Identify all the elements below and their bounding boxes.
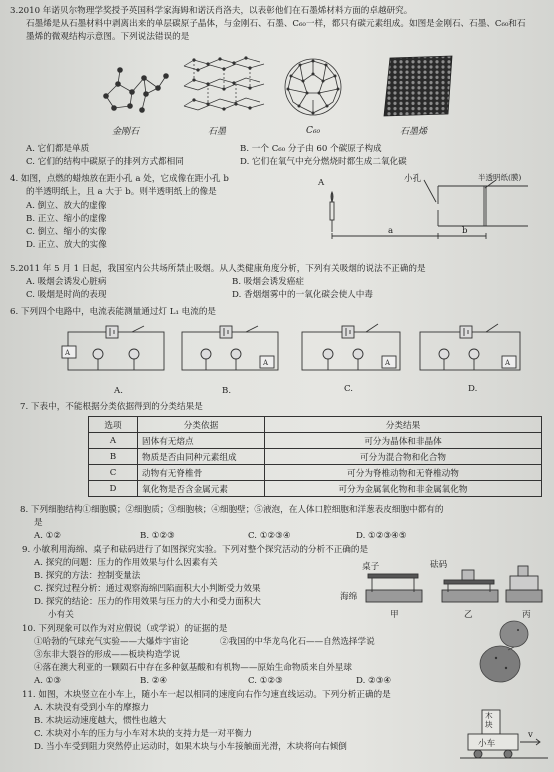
q3-option-b: B. 一个 C₆₀ 分子由 60 个碳原子构成 <box>240 144 382 154</box>
graphene-structure-figure <box>380 54 456 118</box>
label-velocity: v <box>528 730 533 740</box>
q4-option-c: C. 倒立、缩小的实像 <box>26 227 107 237</box>
row-c-option: C <box>89 465 138 481</box>
circuit-label-c: C. <box>344 384 354 394</box>
c60-structure-figure <box>282 56 344 118</box>
row-b-option: B <box>89 449 138 465</box>
q10-item-4: ④落在澳大利亚的一颗陨石中存在多种氨基酸和有机物——原始生命物质来自外星球 <box>34 663 352 673</box>
q3-option-a: A. 它们都是单质 <box>26 144 90 154</box>
label-weight: 砝码 <box>430 560 448 570</box>
q9-option-c: C. 探究过程分析：通过观察海绵凹陷面积大小判断受力效果 <box>34 584 261 594</box>
q11-option-a: A. 木块没有受到小车的摩擦力 <box>34 703 149 713</box>
circuit-figure-a <box>62 322 170 378</box>
pinhole-hole-label: 小孔 <box>404 174 422 184</box>
pinhole-camera-figure <box>318 174 538 244</box>
table-row <box>89 481 542 497</box>
q4-stem-line1: 4. 如图，点燃的蜡烛放在距小孔 a 处，它成像在距小孔 b <box>10 174 229 184</box>
q8-option-c: C. ①②③④ <box>248 531 291 541</box>
pinhole-distance-a: a <box>388 226 394 236</box>
header-result: 分类结果 <box>265 417 542 433</box>
q5-option-b: B. 吸烟会诱发癌症 <box>232 277 304 287</box>
diamond-structure-figure <box>96 66 176 116</box>
q3-stem-line1: 3.2010 年诺贝尔物理学奖授予英国科学家海姆和诺沃肖洛夫，以表彰他们在石墨烯材料方面的卓越研究。 <box>10 6 413 16</box>
q11-option-b: B. 木块运动速度越大，惯性也越大 <box>34 716 167 726</box>
svg-text:A: A <box>505 359 511 367</box>
row-d-result: 可分为金属氧化物和非金属氧化物 <box>265 481 542 497</box>
q10-option-c: C. ①②③ <box>248 676 283 686</box>
q3-option-d: D. 它们在氧气中充分燃烧时都生成二氧化碳 <box>240 157 407 167</box>
label-sponge: 海绵 <box>340 592 358 602</box>
circuit-figure-b <box>176 322 284 378</box>
table-row <box>89 433 542 449</box>
q11-option-d: D. 当小车受到阻力突然停止运动时，如果木块与小车接触面光滑，木块将向右倾倒 <box>34 742 347 752</box>
pressure-experiment-figure <box>350 562 546 612</box>
header-basis: 分类依据 <box>138 417 265 433</box>
fig-label-yi: 乙 <box>464 610 473 620</box>
pinhole-candle-label: A <box>318 178 325 188</box>
circuit-figure-c <box>296 318 406 378</box>
label-table: 桌子 <box>362 562 380 572</box>
q9-option-b: B. 探究的方法：控制变量法 <box>34 571 141 581</box>
q9-stem: 9. 小敏利用海绵、桌子和砝码进行了如图探究实验。下列对整个探究活动的分析不正确的是 <box>22 545 369 555</box>
q5-stem: 5.2011 年 5 月 1 日起，我国室内公共场所禁止吸烟。从人类健康角度分析，下列有关吸烟的说法不正确的是 <box>10 264 426 274</box>
graphite-structure-figure <box>180 56 270 118</box>
fig-label-jia: 甲 <box>390 610 399 620</box>
cart-block-figure <box>460 708 550 768</box>
q10-option-a: A. ①③ <box>34 676 62 686</box>
q3-stem-line2: 石墨烯是从石墨材料中剥离出来的单层碳原子晶体，与金刚石、石墨、C₆₀一样，都只有碳元素组成。如图是金刚石、石墨、C₆₀和石 <box>26 19 526 29</box>
graphene-caption: 石墨烯 <box>400 127 428 137</box>
q4-stem-line2: 的半透明纸上，且 a 大于 b。则半透明纸上的像是 <box>26 187 217 197</box>
circuit-figure-d <box>414 318 526 378</box>
q7-stem: 7. 下表中，不能根据分类依据得到的分类结果是 <box>20 402 203 412</box>
q4-option-d: D. 正立、放大的实像 <box>26 240 107 250</box>
q5-option-a: A. 吸烟会诱发心脏病 <box>26 277 107 287</box>
row-a-basis: 固体有无熔点 <box>138 433 265 449</box>
balloon-picture <box>474 618 536 686</box>
q8-stem-line2: 是 <box>34 518 43 528</box>
c60-caption: C₆₀ <box>306 126 321 136</box>
row-b-result: 可分为混合物和化合物 <box>265 449 542 465</box>
row-c-basis: 动物有无脊椎骨 <box>138 465 265 481</box>
table-row <box>89 465 542 481</box>
q10-option-d: D. ②③④ <box>356 676 392 686</box>
q10-stem: 10. 下列现象可以作为对应假说（或学说）的证据的是 <box>22 624 228 634</box>
q4-option-a: A. 倒立、放大的虚像 <box>26 201 107 211</box>
q9-option-d-line2: 小有关 <box>48 610 74 620</box>
q8-stem-line1: 8. 下列细胞结构①细胞膜；②细胞质；③细胞核；④细胞壁；⑤液泡，在人体口腔细胞和洋葱表皮细胞中都有的 <box>20 505 444 515</box>
q4-option-b: B. 正立、缩小的虚像 <box>26 214 107 224</box>
table-header-row <box>89 417 542 433</box>
label-cart: 小车 <box>478 739 496 749</box>
q11-stem: 11. 如图，木块竖立在小车上，随小车一起以相同的速度向右作匀速直线运动。下列分析正确的是 <box>22 690 391 700</box>
q9-option-a: A. 探究的问题：压力的作用效果与什么因素有关 <box>34 558 218 568</box>
row-a-result: 可分为晶体和非晶体 <box>265 433 542 449</box>
q8-option-d: D. ①②③④⑤ <box>356 531 407 541</box>
row-d-basis: 氧化物是否含金属元素 <box>138 481 265 497</box>
circuit-label-d: D. <box>468 384 478 394</box>
circuit-label-b: B. <box>222 386 232 396</box>
q3-option-c: C. 它们的结构中碳原子的排列方式都相同 <box>26 157 184 167</box>
graphite-caption: 石墨 <box>208 127 227 137</box>
q10-item-1: ①哈勃的气球充气实验——大爆炸宇宙论 <box>34 637 189 647</box>
svg-text:A: A <box>385 359 391 367</box>
q10-option-b: B. ②④ <box>140 676 168 686</box>
label-block: 木块 <box>485 711 493 729</box>
header-option: 选项 <box>89 417 138 433</box>
q6-stem: 6. 下列四个电路中，电流表能测量通过灯 L₁ 电流的是 <box>10 307 217 317</box>
q9-option-d-line1: D. 探究的结论：压力的作用效果与压力的大小和受力面积大 <box>34 597 261 607</box>
diamond-caption: 金刚石 <box>112 127 140 137</box>
svg-text:A: A <box>263 359 269 367</box>
q10-item-2: ②我国的中华龙鸟化石——自然选择学说 <box>220 637 375 647</box>
table-row <box>89 449 542 465</box>
q3-stem-line3: 墨烯的微观结构示意图。下列说法错误的是 <box>26 32 190 42</box>
row-a-option: A <box>89 433 138 449</box>
row-b-basis: 物质是否由同种元素组成 <box>138 449 265 465</box>
q8-option-a: A. ①② <box>34 531 62 541</box>
q11-option-c: C. 木块对小车的压力与小车对木块的支持力是一对平衡力 <box>34 729 252 739</box>
row-d-option: D <box>89 481 138 497</box>
q5-option-c: C. 吸烟是时尚的表现 <box>26 290 107 300</box>
q10-item-3: ③东非大裂谷的形成——板块构造学说 <box>34 650 181 660</box>
pinhole-distance-b: b <box>462 226 468 236</box>
pinhole-paper-label: 半透明纸(膜) <box>478 173 522 182</box>
circuit-label-a: A. <box>114 386 123 396</box>
q8-option-b: B. ①②③ <box>140 531 175 541</box>
fig-label-bing: 丙 <box>522 610 531 620</box>
svg-text:A: A <box>65 349 71 357</box>
classification-table <box>88 416 542 497</box>
row-c-result: 可分为脊椎动物和无脊椎动物 <box>265 465 542 481</box>
q5-option-d: D. 香烟烟雾中的一氧化碳会使人中毒 <box>232 290 373 300</box>
